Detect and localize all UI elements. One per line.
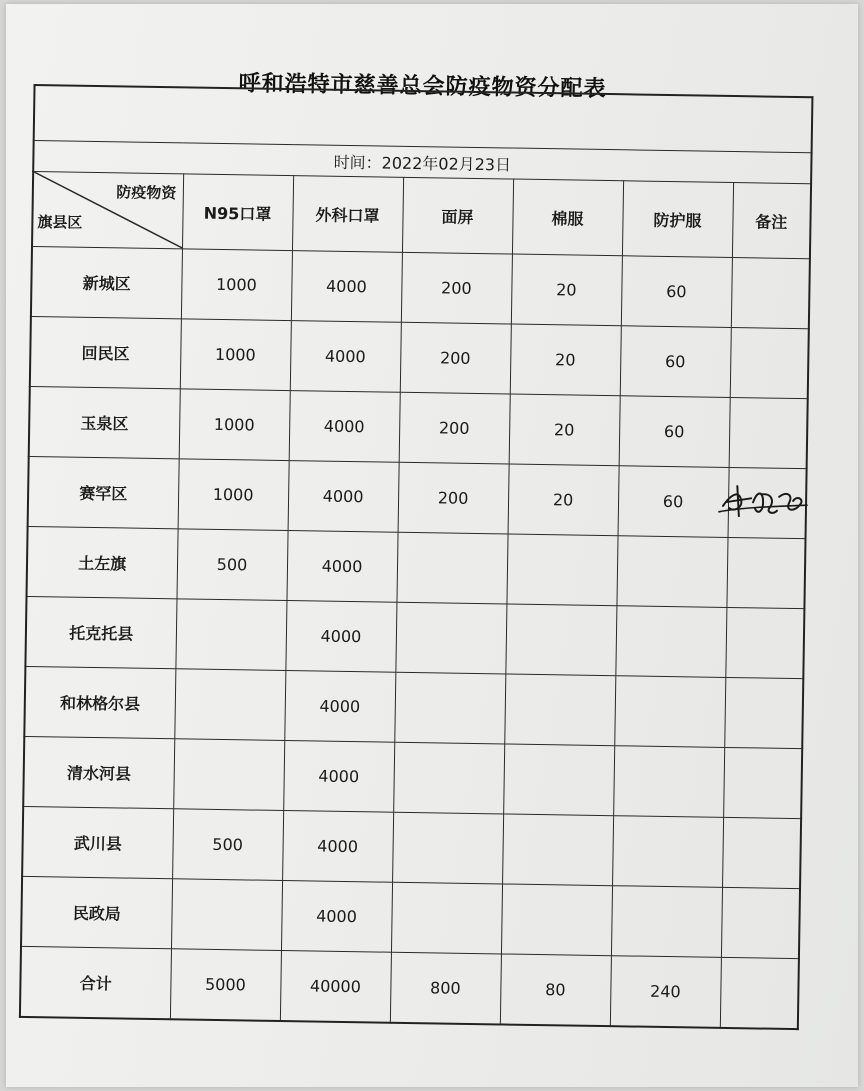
column-header-protective-suit: 防护服 [622, 181, 733, 258]
remarks-cell [726, 537, 805, 608]
value-cell [173, 739, 284, 811]
value-cell [395, 602, 506, 674]
region-cell: 托克托县 [25, 596, 176, 668]
table-row [30, 316, 809, 398]
value-cell [615, 606, 726, 678]
table-row [28, 456, 807, 538]
value-cell: 1000 [179, 389, 290, 461]
value-cell: 4000 [284, 671, 395, 743]
table-row [24, 666, 803, 748]
table-row [21, 876, 800, 958]
value-cell [505, 604, 616, 676]
value-cell [393, 742, 504, 814]
date-label: 时间：2022年02月23日 [33, 141, 811, 184]
region-cell: 武川县 [22, 806, 173, 878]
region-cell: 新城区 [31, 246, 182, 318]
value-cell: 4000 [285, 601, 396, 673]
total-row [20, 946, 799, 1029]
value-cell [501, 884, 612, 956]
region-cell: 和林格尔县 [24, 666, 175, 738]
remarks-cell [722, 817, 801, 888]
remarks-cell [723, 747, 802, 818]
value-cell: 4000 [286, 531, 397, 603]
table-row [22, 806, 801, 888]
value-cell: 500 [176, 529, 287, 601]
value-cell: 20 [509, 394, 620, 466]
total-remarks-cell [720, 957, 799, 1029]
value-cell: 4000 [290, 321, 401, 393]
value-cell: 4000 [281, 880, 392, 952]
value-cell: 20 [511, 254, 622, 326]
value-cell: 20 [508, 464, 619, 536]
remarks-cell [724, 677, 803, 748]
total-value-cell: 80 [500, 954, 611, 1026]
total-label: 合计 [20, 946, 171, 1019]
region-cell: 土左旗 [27, 526, 178, 598]
value-cell [502, 814, 613, 886]
value-cell: 20 [510, 324, 621, 396]
column-header-n95: N95口罩 [182, 174, 293, 251]
column-header-remarks: 备注 [732, 182, 811, 258]
value-cell: 200 [401, 252, 512, 324]
value-cell: 4000 [282, 811, 393, 883]
value-cell [504, 674, 615, 746]
value-cell: 60 [618, 466, 729, 538]
value-cell: 60 [620, 326, 731, 398]
corner-label-supplies: 防疫物资 [116, 183, 177, 203]
region-cell: 回民区 [30, 316, 181, 388]
value-cell [396, 532, 507, 604]
value-cell [174, 669, 285, 741]
value-cell: 4000 [283, 741, 394, 813]
value-cell [175, 599, 286, 671]
value-cell: 200 [398, 462, 509, 534]
value-cell: 60 [619, 396, 730, 468]
remarks-cell [725, 607, 804, 678]
value-cell: 1000 [180, 319, 291, 391]
value-cell: 60 [621, 256, 732, 328]
value-cell [612, 816, 723, 888]
region-cell: 清水河县 [23, 736, 174, 808]
column-header-cotton-coat: 棉服 [512, 179, 623, 256]
document-title: 呼和浩特市慈善总会防疫物资分配表 [238, 71, 607, 102]
column-header-face-shield: 面屏 [402, 177, 513, 254]
value-cell [503, 744, 614, 816]
header-row [32, 172, 811, 259]
value-cell: 4000 [289, 391, 400, 463]
table-row [25, 596, 804, 678]
value-cell [506, 534, 617, 606]
remarks-cell [731, 257, 810, 328]
table-row [29, 386, 808, 468]
value-cell [611, 886, 722, 958]
value-cell [391, 882, 502, 954]
remarks-cell [721, 887, 800, 958]
remarks-cell-signature [728, 467, 807, 538]
corner-label-region: 旗县区 [37, 213, 83, 232]
value-cell: 1000 [181, 249, 292, 321]
corner-header-cell [32, 172, 183, 249]
value-cell [392, 812, 503, 884]
table-row [23, 736, 802, 818]
column-header-surgical-mask: 外科口罩 [292, 176, 403, 253]
value-cell [394, 672, 505, 744]
handwritten-signature [716, 472, 813, 530]
total-value-cell: 40000 [280, 950, 391, 1022]
value-cell: 4000 [291, 251, 402, 323]
value-cell [171, 879, 282, 951]
value-cell [616, 536, 727, 608]
table-row [27, 526, 806, 608]
value-cell [614, 676, 725, 748]
total-value-cell: 240 [610, 956, 721, 1028]
region-cell: 玉泉区 [29, 386, 180, 458]
value-cell: 500 [172, 809, 283, 881]
allocation-sheet [34, 56, 812, 1002]
region-cell: 赛罕区 [28, 456, 179, 528]
remarks-cell [729, 397, 808, 468]
total-value-cell: 800 [390, 952, 501, 1024]
paper-sheet [6, 4, 858, 1087]
value-cell: 4000 [288, 461, 399, 533]
remarks-cell [730, 327, 809, 398]
total-value-cell: 5000 [170, 949, 281, 1021]
value-cell: 200 [399, 392, 510, 464]
region-cell: 民政局 [21, 876, 172, 948]
allocation-table [19, 84, 814, 1030]
table-row [31, 246, 810, 328]
value-cell: 200 [400, 322, 511, 394]
value-cell [613, 746, 724, 818]
value-cell: 1000 [178, 459, 289, 531]
